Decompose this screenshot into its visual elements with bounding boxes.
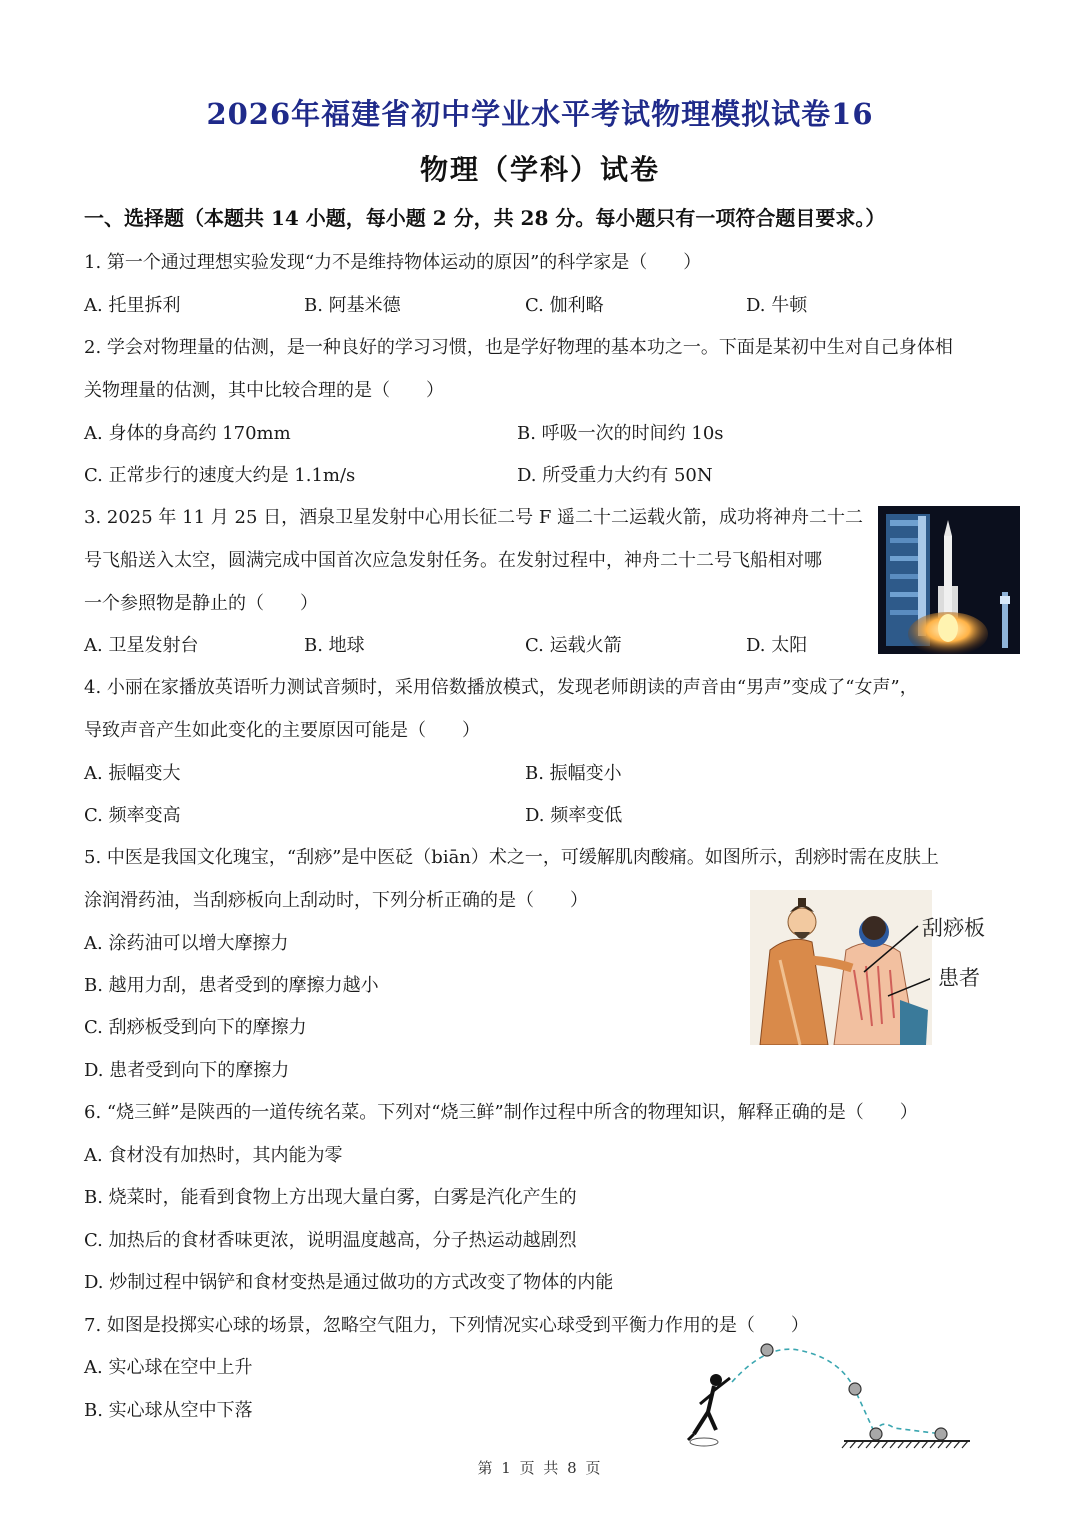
question-3-line-3: 一个参照物是静止的（ ） [84,593,318,614]
guasha-pointer-lines [860,910,930,1000]
q4-option-d: D. 频率变低 [525,805,623,826]
q3-option-a: A. 卫星发射台 [84,635,199,656]
q6-option-d: D. 炒制过程中锅铲和食材变热是通过做功的方式改变了物体的内能 [84,1272,614,1293]
q3-option-b: B. 地球 [304,635,365,656]
q4-option-b: B. 振幅变小 [525,763,622,784]
page-subtitle: 物理（学科）试卷 [419,153,660,186]
question-7-text: 7. 如图是投掷实心球的场景，忽略空气阻力，下列情况实心球受到平衡力作用的是（ ） [84,1315,809,1336]
q5-option-a: A. 涂药油可以增大摩擦力 [84,933,289,954]
section-heading: 一、选择题（本题共 14 小题，每小题 2 分，共 28 分。每小题只有一项符合题目要求。） [84,206,886,230]
q6-option-b: B. 烧菜时，能看到食物上方出现大量白雾，白雾是汽化产生的 [84,1187,577,1208]
q1-option-c: C. 伽利略 [525,295,604,316]
q7-option-b: B. 实心球从空中下落 [84,1400,253,1421]
q4-option-a: A. 振幅变大 [84,763,181,784]
q1-option-d: D. 牛顿 [746,295,808,316]
q2-option-c: C. 正常步行的速度大约是 1.1m/s [84,465,356,486]
q5-option-b: B. 越用力刮，患者受到的摩擦力越小 [84,975,379,996]
page-footer: 第 1 页 共 8 页 [477,1459,603,1477]
question-2-line-2: 关物理量的估测，其中比较合理的是（ ） [84,380,444,401]
question-4-line-1: 4. 小丽在家播放英语听力测试音频时，采用倍数播放模式，发现老师朗读的声音由“男声”变成了“女声”， [84,677,918,698]
question-4-line-2: 导致声音产生如此变化的主要原因可能是（ ） [84,720,480,741]
page-title: 2026年福建省初中学业水平考试物理模拟试卷16 [206,97,874,131]
q1-option-a: A. 托里拆利 [84,295,181,316]
patient-label: 患者 [938,966,980,990]
q3-option-c: C. 运载火箭 [525,635,622,656]
guasha-board-label: 刮痧板 [922,916,985,940]
q6-option-a: A. 食材没有加热时，其内能为零 [84,1145,343,1166]
question-2-line-1: 2. 学会对物理量的估测，是一种良好的学习习惯，也是学好物理的基本功之一。下面是某初中生对自己身体相 [84,337,953,358]
question-5-line-1: 5. 中医是我国文化瑰宝，“刮痧”是中医砭（biān）术之一，可缓解肌肉酸痛。如图所示，刮痧时需在皮肤上 [84,847,939,868]
shot-put-diagram [680,1338,980,1450]
question-5-line-2: 涂润滑药油，当刮痧板向上刮动时，下列分析正确的是（ ） [84,890,588,911]
q1-option-b: B. 阿基米德 [304,295,401,316]
question-3-line-2: 号飞船送入太空，圆满完成中国首次应急发射任务。在发射过程中，神舟二十二号飞船相对哪 [84,550,822,571]
question-3-line-1: 3. 2025 年 11 月 25 日，酒泉卫星发射中心用长征二号 F 遥二十二运载火箭，成功将神舟二十二 [84,507,864,528]
question-1-text: 1. 第一个通过理想实验发现“力不是维持物体运动的原因”的科学家是（ ） [84,252,702,273]
q5-option-c: C. 刮痧板受到向下的摩擦力 [84,1017,307,1038]
q4-option-c: C. 频率变高 [84,805,181,826]
q3-option-d: D. 太阳 [746,635,808,656]
q6-option-c: C. 加热后的食材香味更浓，说明温度越高，分子热运动越剧烈 [84,1230,577,1251]
q7-option-a: A. 实心球在空中上升 [84,1357,253,1378]
q2-option-a: A. 身体的身高约 170mm [84,423,291,444]
q2-option-b: B. 呼吸一次的时间约 10s [517,423,724,444]
q2-option-d: D. 所受重力大约有 50N [517,465,713,486]
question-6-text: 6. “烧三鲜”是陕西的一道传统名菜。下列对“烧三鲜”制作过程中所含的物理知识，解释正确的是（ ） [84,1102,918,1123]
rocket-launch-photo [878,506,1020,654]
q5-option-d: D. 患者受到向下的摩擦力 [84,1060,290,1081]
